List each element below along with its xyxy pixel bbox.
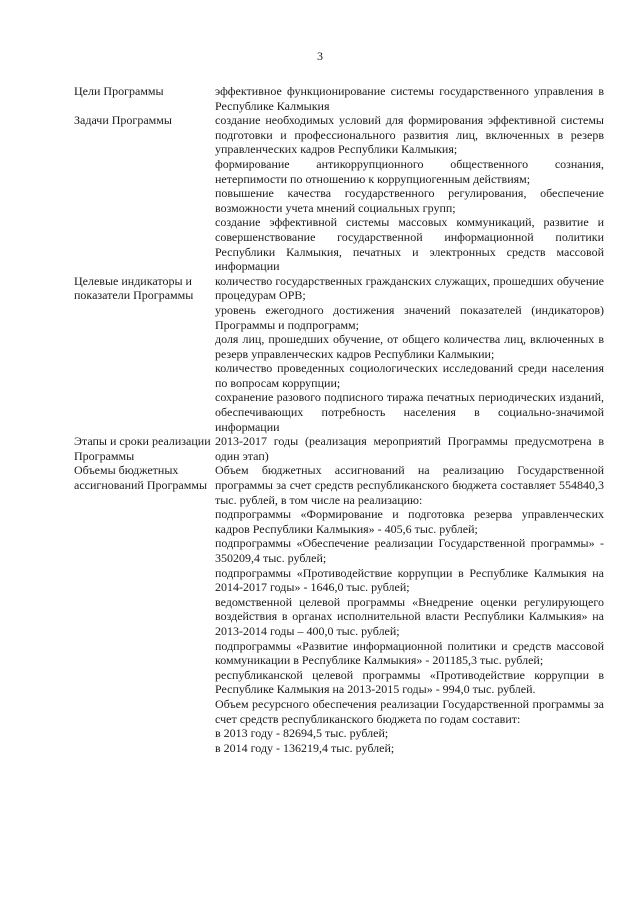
paragraph: 2013-2017 годы (реализация мероприятий Программы предусмотрена в один этап) [215, 434, 604, 463]
paragraph: ведомственной целевой программы «Внедрение оценки регулирующего воздействия в органах исполнительной власти Республики Калмыкия» на 2013-2014 годы – 400,0 тыс. рублей; [215, 594, 604, 638]
row-label: Задачи Программы [74, 113, 172, 128]
paragraph: подпрограммы «Противодействие коррупции в Республике Калмыкия на 2014-2017 годы» - 1646,0 тыс. рублей; [215, 565, 604, 595]
row-stages [74, 434, 604, 463]
paragraph: сохранение разового подписного тиража печатных периодических изданий, обеспечивающих потребность населения в социально-значимой информации [215, 390, 604, 434]
paragraph: создание необходимых условий для формирования эффективной системы подготовки и профессионального развития лиц, включенных в резерв управленческих кадров Республики Калмыкия; [215, 113, 604, 157]
program-passport-table [74, 84, 604, 755]
row-indicators [74, 274, 604, 435]
paragraph: эффективное функционирование системы государственного управления в Республике Калмыкия [215, 84, 604, 113]
paragraph: Объем ресурсного обеспечения реализации Государственной программы за счет средств республиканского бюджета по годам составит: [215, 696, 604, 726]
paragraph: Объем бюджетных ассигнований на реализацию Государственной программы за счет средств республиканского бюджета составляет 554840,3 тыс. рублей, в том числе на реализацию: [215, 463, 604, 507]
paragraph: создание эффективной системы массовых коммуникаций, развитие и совершенствование государственной информационной политики Республики Калмыкия, печатных и электронных средств массовой информации [215, 215, 604, 274]
paragraph: в 2014 году - 136219,4 тыс. рублей; [215, 740, 395, 755]
row-label: Объемы бюджетных ассигнований Программы [74, 463, 208, 493]
row-label: Цели Программы [74, 84, 164, 98]
row-content [215, 463, 604, 755]
paragraph: республиканской целевой программы «Противодействие коррупции в Республике Калмыкия на 2013-2015 годы» - 994,0 тыс. рублей. [215, 667, 604, 697]
paragraph: подпрограммы «Обеспечение реализации Государственной программы» - 350209,4 тыс. рублей; [215, 536, 604, 565]
paragraph: подпрограммы «Формирование и подготовка резерва управленческих кадров Республики Калмыкия» - 405,6 тыс. рублей; [215, 507, 604, 536]
paragraph: уровень ежегодного достижения значений показателей (индикаторов) Программы и подпрограмм; [215, 302, 604, 332]
row-content [215, 84, 604, 113]
row-budget [74, 463, 604, 755]
row-content [215, 434, 604, 463]
row-goals [74, 84, 604, 113]
paragraph: количество государственных гражданских служащих, прошедших обучение процедурам ОРВ; [215, 273, 604, 303]
paragraph: подпрограммы «Развитие информационной политики и средств массовой коммуникации в Республике Калмыкия» - 201185,3 тыс. рублей; [215, 638, 604, 668]
row-content [215, 113, 604, 274]
paragraph: формирование антикоррупционного общественного сознания, нетерпимости по отношению к коррупциогенным действиям; [215, 156, 604, 186]
paragraph: доля лиц, прошедших обучение, от общего количества лиц, включенных в резерв управленческих кадров Республики Калмыкии; [215, 332, 604, 361]
row-label: Целевые индикаторы и показатели Программы [74, 273, 194, 303]
paragraph: количество проведенных социологических исследований среди населения по вопросам коррупции; [215, 361, 604, 390]
row-label: Этапы и сроки реализации Программы [74, 434, 211, 463]
paragraph: в 2013 году - 82694,5 тыс. рублей; [215, 726, 389, 741]
row-tasks [74, 113, 604, 274]
row-content [215, 274, 604, 435]
paragraph: повышение качества государственного регулирования, обеспечение возможности учета мнений социальных групп; [215, 186, 604, 215]
page-number: 3 [317, 49, 323, 63]
